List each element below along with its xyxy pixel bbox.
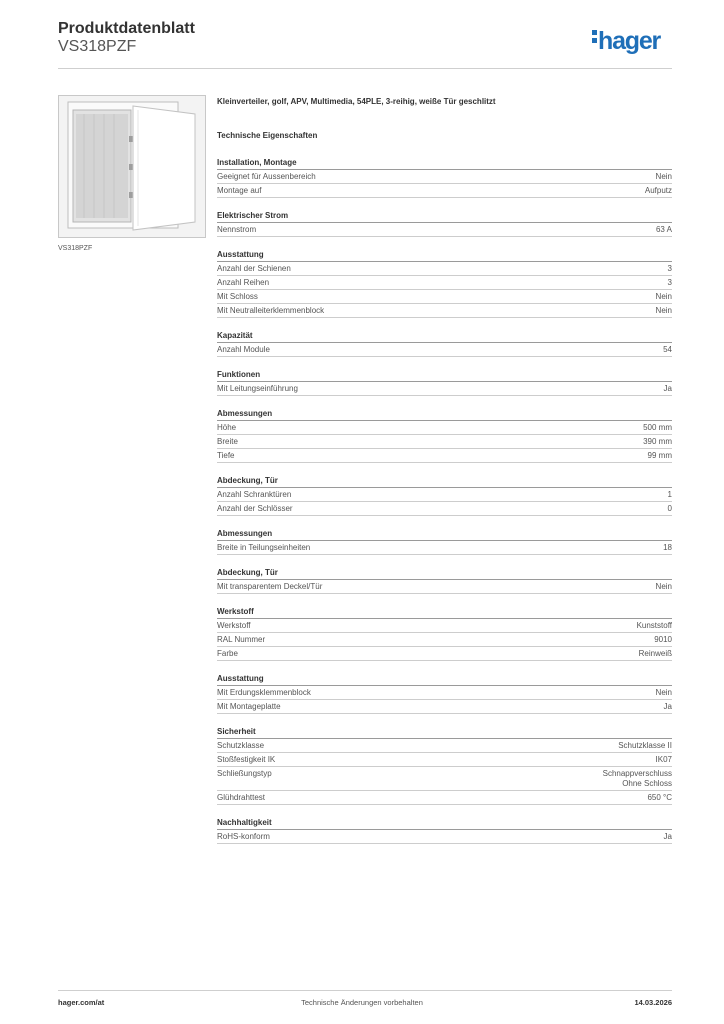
spec-section xyxy=(217,817,672,844)
spec-label: Schließungstyp xyxy=(217,769,272,778)
section-title: Kapazität xyxy=(217,330,672,343)
technical-properties-heading: Technische Eigenschaften xyxy=(217,131,318,140)
spec-value: Aufputz xyxy=(644,186,672,195)
spec-row xyxy=(217,223,672,237)
spec-label: Mit Neutralleiterklemmenblock xyxy=(217,306,325,315)
spec-row xyxy=(217,184,672,198)
spec-row xyxy=(217,262,672,276)
spec-value: IK07 xyxy=(655,755,672,764)
spec-value: Nein xyxy=(655,172,672,181)
spec-label: Schutzklasse xyxy=(217,741,265,750)
spec-row xyxy=(217,753,672,767)
spec-row xyxy=(217,343,672,357)
spec-row xyxy=(217,541,672,555)
spec-label: Mit Montageplatte xyxy=(217,702,281,711)
section-title: Abmessungen xyxy=(217,408,672,421)
spec-value: Schnappverschluss Ohne Schloss xyxy=(602,769,672,788)
spec-section xyxy=(217,726,672,805)
product-image xyxy=(58,95,206,238)
logo-dots-icon xyxy=(592,27,598,46)
spec-label: Mit Leitungseinführung xyxy=(217,384,298,393)
spec-label: RoHS-konform xyxy=(217,832,270,841)
spec-row xyxy=(217,170,672,184)
spec-row xyxy=(217,700,672,714)
spec-value: Ja xyxy=(663,832,672,841)
spec-label: Breite xyxy=(217,437,238,446)
image-caption: VS318PZF xyxy=(58,245,93,252)
spec-value: Schutzklasse II xyxy=(618,741,672,750)
spec-row xyxy=(217,739,672,753)
spec-sections xyxy=(217,157,672,856)
spec-row xyxy=(217,488,672,502)
spec-value: 1 xyxy=(667,490,672,499)
spec-row xyxy=(217,580,672,594)
spec-value: Kunststoff xyxy=(636,621,672,630)
spec-label: Montage auf xyxy=(217,186,262,195)
section-title: Sicherheit xyxy=(217,726,672,739)
spec-section xyxy=(217,528,672,555)
spec-label: Anzahl der Schlösser xyxy=(217,504,293,513)
spec-row xyxy=(217,830,672,844)
spec-row xyxy=(217,633,672,647)
section-title: Abmessungen xyxy=(217,528,672,541)
section-title: Ausstattung xyxy=(217,673,672,686)
spec-row xyxy=(217,791,672,805)
spec-value: 3 xyxy=(667,278,672,287)
spec-label: Werkstoff xyxy=(217,621,251,630)
section-title: Abdeckung, Tür xyxy=(217,475,672,488)
spec-section xyxy=(217,210,672,237)
spec-label: Stoßfestigkeit IK xyxy=(217,755,276,764)
logo-text: hager xyxy=(598,27,661,55)
spec-label: Anzahl der Schienen xyxy=(217,264,291,273)
footer-website[interactable]: hager.com/at xyxy=(58,998,105,1007)
spec-row xyxy=(217,449,672,463)
spec-value: 99 mm xyxy=(647,451,672,460)
spec-value: Nein xyxy=(655,688,672,697)
spec-label: Mit transparentem Deckel/Tür xyxy=(217,582,323,591)
spec-section xyxy=(217,157,672,198)
product-description: Kleinverteiler, golf, APV, Multimedia, 54PLE, 3-reihig, weiße Tür geschlitzt xyxy=(217,97,496,106)
spec-section xyxy=(217,249,672,318)
spec-row xyxy=(217,304,672,318)
spec-row xyxy=(217,435,672,449)
spec-value: Reinweiß xyxy=(638,649,672,658)
hager-logo[interactable] xyxy=(592,27,660,55)
spec-value: Ja xyxy=(663,384,672,393)
spec-label: Farbe xyxy=(217,649,238,658)
page-subtitle: VS318PZF xyxy=(58,38,137,55)
page-title: Produktdatenblatt xyxy=(58,20,195,37)
spec-row xyxy=(217,686,672,700)
spec-label: Glühdrahttest xyxy=(217,793,266,802)
spec-label: Höhe xyxy=(217,423,237,432)
spec-label: Tiefe xyxy=(217,451,235,460)
spec-value: 9010 xyxy=(654,635,672,644)
spec-label: Breite in Teilungseinheiten xyxy=(217,543,311,552)
spec-section xyxy=(217,475,672,516)
spec-label: Anzahl Reihen xyxy=(217,278,270,287)
section-title: Nachhaltigkeit xyxy=(217,817,672,830)
spec-label: Mit Erdungsklemmenblock xyxy=(217,688,311,697)
spec-row xyxy=(217,276,672,290)
spec-label: Geeignet für Aussenbereich xyxy=(217,172,316,181)
spec-section xyxy=(217,408,672,463)
spec-value: Ja xyxy=(663,702,672,711)
spec-value: Nein xyxy=(655,292,672,301)
spec-value: 63 A xyxy=(655,225,672,234)
spec-label: Nennstrom xyxy=(217,225,257,234)
spec-row xyxy=(217,290,672,304)
footer-note: Technische Änderungen vorbehalten xyxy=(301,998,423,1007)
spec-value: 54 xyxy=(663,345,672,354)
spec-row xyxy=(217,619,672,633)
section-title: Elektrischer Strom xyxy=(217,210,672,223)
spec-value: Nein xyxy=(655,582,672,591)
spec-row xyxy=(217,647,672,661)
spec-value: 390 mm xyxy=(643,437,672,446)
spec-row xyxy=(217,502,672,516)
spec-label: Anzahl Module xyxy=(217,345,270,354)
spec-value: 18 xyxy=(663,543,672,552)
spec-section xyxy=(217,567,672,594)
spec-row xyxy=(217,767,672,791)
section-title: Abdeckung, Tür xyxy=(217,567,672,580)
spec-section xyxy=(217,330,672,357)
section-title: Installation, Montage xyxy=(217,157,672,170)
spec-value: Nein xyxy=(655,306,672,315)
spec-value: 500 mm xyxy=(643,423,672,432)
footer-date: 14.03.2026 xyxy=(634,998,672,1007)
spec-value: 0 xyxy=(667,504,672,513)
spec-section xyxy=(217,673,672,714)
spec-row xyxy=(217,421,672,435)
spec-section xyxy=(217,606,672,661)
spec-label: RAL Nummer xyxy=(217,635,266,644)
section-title: Funktionen xyxy=(217,369,672,382)
spec-value: 3 xyxy=(667,264,672,273)
spec-label: Mit Schloss xyxy=(217,292,258,301)
spec-row xyxy=(217,382,672,396)
spec-value: 650 °C xyxy=(647,793,672,802)
header-divider xyxy=(58,68,672,69)
section-title: Ausstattung xyxy=(217,249,672,262)
spec-label: Anzahl Schranktüren xyxy=(217,490,292,499)
section-title: Werkstoff xyxy=(217,606,672,619)
distribution-box-icon xyxy=(59,96,205,237)
footer-divider xyxy=(58,990,672,991)
spec-section xyxy=(217,369,672,396)
